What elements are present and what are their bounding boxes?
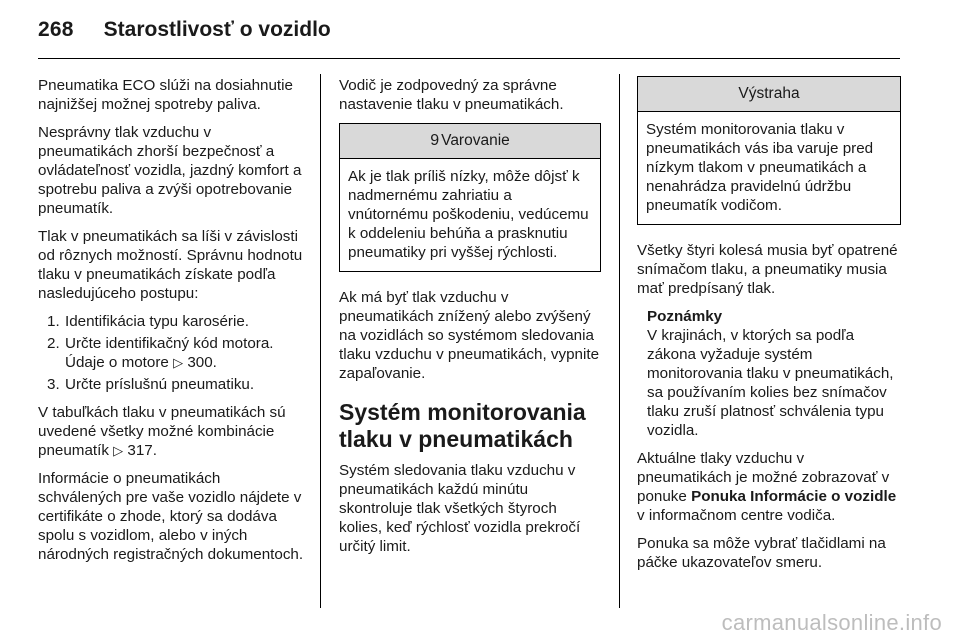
paragraph-pressure-tables: V tabuľkách tlaku v pneumatikách sú uvedené všetky možné kombinácie pneumatík ▷ 317. (38, 404, 286, 459)
column-right (637, 76, 901, 581)
note-body: V krajinách, v ktorých sa podľa zákona vyžaduje systém monitorovania tlaku v pneumatikách, sa používaním kolies bez snímačov tlaku zruší platnosť schválenia typu vozidla. (647, 327, 894, 439)
column-left (38, 76, 308, 573)
paragraph-wrong-pressure: Nesprávny tlak vzduchu v pneumatikách zhorší bezpečnosť a ovládateľnosť vozidla, jazdný komfort a spotrebu paliva a zvýši opotrebovanie pneumatík. (38, 124, 302, 217)
note-block (637, 307, 901, 440)
list-item: 2. Určte identifikačný kód motora. Údaje o motore ▷ 300. (47, 335, 274, 371)
header-rule (38, 58, 900, 59)
caution-header: Výstraha (638, 77, 900, 112)
paragraph-system-description: Systém sledovania tlaku vzduchu v pneumatikách každú minútu skontroluje tlak všetkých štyroch kolies, keď rýchlosť vozidla prekročí určitý limit. (339, 462, 581, 555)
column-divider-left (320, 74, 321, 608)
column-divider-right (619, 74, 620, 608)
triangle-right-icon: ▷ (113, 443, 124, 458)
paragraph-eco-tyre: Pneumatika ECO slúži na dosiahnutie najnižšej možnej spotreby paliva. (38, 77, 293, 113)
section-heading: Systém monitorovania tlaku v pneumatikách (339, 399, 586, 452)
watermark: carmanualsonline.info (721, 610, 942, 635)
page-header (38, 18, 331, 48)
triangle-right-icon: ▷ (173, 355, 184, 370)
paragraph-menu-selection: Ponuka sa môže vybrať tlačidlami na páčke ukazovateľov smeru. (637, 535, 886, 571)
list-item: 3. Určte príslušnú pneumatiku. (47, 376, 255, 393)
column-middle (339, 76, 601, 565)
paragraph-sensors-required: Všetky štyri kolesá musia byť opatrené snímačom tlaku, a pneumatiky musia mať predpísaný tlak. (637, 242, 898, 297)
paragraph-current-pressures: Aktuálne tlaky vzduchu v pneumatikách je možné zobrazovať v ponuke Ponuka Informácie o vozidle v informačnom centre vodiča. (637, 450, 897, 524)
page-number: 268 (38, 18, 74, 41)
page-reference-link[interactable]: 317. (127, 442, 157, 459)
paragraph-driver-responsible: Vodič je zodpovedný za správne nastavenie tlaku v pneumatikách. (339, 77, 564, 113)
warning-header (340, 124, 600, 159)
caution-body: Systém monitorovania tlaku v pneumatikách vás iba varuje pred nízkym tlakom v pneumatikách a nenahrádza pravidelnú údržbu pneumatík vodičom. (646, 121, 874, 214)
list-item: 1. Identifikácia typu karosérie. (47, 313, 250, 330)
paragraph-switch-off-ignition: Ak má byť tlak vzduchu v pneumatikách znížený alebo zvýšený na vozidlách so systémom sledovania tlaku vzduchu v pneumatikách, vypnite zapaľovanie. (339, 289, 600, 382)
paragraph-tyre-information: Informácie o pneumatikách schválených pre vaše vozidlo nájdete v certifikáte o zhode, ktorý sa dodáva spolu s vozidlom, alebo v iných národných registračných dokumentoch. (38, 470, 304, 563)
chapter-title: Starostlivosť o vozidlo (103, 18, 331, 41)
page-reference-link[interactable]: 300. (187, 354, 217, 371)
procedure-list (38, 312, 308, 394)
note-title: Poznámky (647, 308, 723, 325)
menu-name: Ponuka Informácie o vozidle (691, 488, 897, 505)
caution-box (637, 76, 901, 225)
warning-title: Varovanie (441, 132, 510, 149)
warning-triangle-icon: 9 (430, 132, 440, 149)
warning-body: Ak je tlak príliš nízky, môže dôjsť k nadmernému zahriatiu a vnútornému poškodeniu, vedúcemu k oddeleniu behúňa a prasknutiu pneumatiky pri vyššej rýchlosti. (348, 168, 589, 261)
paragraph-pressure-varies: Tlak v pneumatikách sa líši v závislosti od rôznych možností. Správnu hodnotu tlaku v pneumatikách získate podľa nasledujúceho postupu: (38, 228, 303, 302)
warning-box (339, 123, 601, 272)
